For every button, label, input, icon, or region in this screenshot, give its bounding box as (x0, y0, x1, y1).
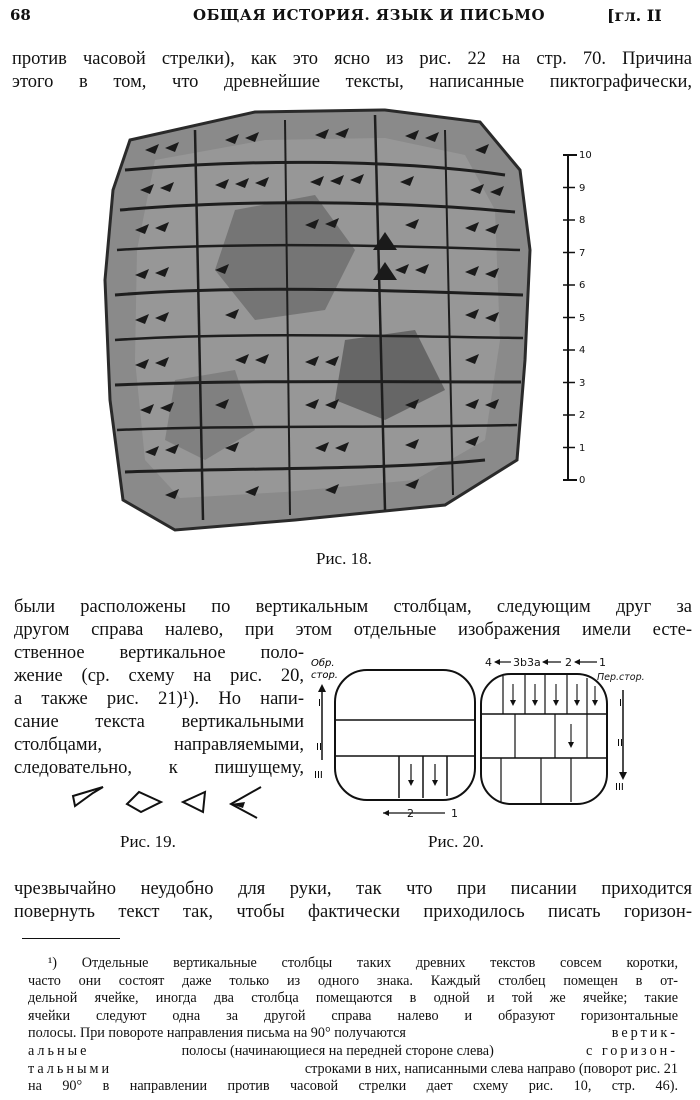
scale-label: 4 (579, 345, 586, 356)
footnote-line: ячейки следуют одна за другой справа налево и образуют горизонтальные (28, 1007, 678, 1024)
fig20-mark-left: III (314, 770, 323, 781)
scale-label: 5 (579, 313, 586, 324)
figure-18-caption: Рис. 18. (316, 549, 372, 568)
chapter-marker: [гл. II (607, 6, 662, 25)
para-after-line-1: чрезвычайно неудобно для руки, так что при писании приходится (14, 879, 692, 899)
scale-label: 8 (579, 215, 586, 226)
footnote-line (28, 1025, 678, 1043)
fig20-bottom-number: 1 (451, 807, 458, 820)
para-narrow-line: следовательно, к пишущему, (14, 758, 304, 778)
footnote-line: ¹) Отдельные вертикальные столбцы таких древних текстов совсем коротки, (48, 955, 678, 971)
fig20-top-number: 1 (599, 656, 606, 669)
figure-20-schema (305, 650, 695, 830)
fig20-top-number: 3b (513, 656, 527, 669)
figure-18-tablet (85, 100, 625, 550)
footnote-text: строками в них, написанными слева направо (поворот рис. 21 (304, 1060, 678, 1077)
figure-20-caption: Рис. 20. (428, 832, 484, 851)
footnote-text: полосы. При повороте направления письма на 90° получаются (28, 1025, 406, 1042)
scale-label: 2 (579, 410, 586, 421)
scale-label: 0 (579, 475, 586, 486)
footnote-spaced: тальными (28, 1060, 113, 1077)
fig20-mark-right: I (619, 698, 622, 709)
para-line-1: были расположены по вертикальным столбцам, следующим друг за (14, 597, 692, 617)
fig20-left-label: Обр. (311, 658, 335, 669)
figure-19-wedges (65, 782, 275, 822)
intro-line-2: этого в том, что древнейшие тексты, написанные пиктографически, (12, 72, 692, 92)
footnote-line: на 90° в направлении против часовой стрелки дает схему рис. 10, стр. 46). (28, 1078, 678, 1095)
footnote-rule (22, 938, 120, 939)
fig20-mark-left: I (318, 698, 321, 709)
footnote-spaced: вертик- (611, 1025, 678, 1042)
footnote-spaced: альные (28, 1043, 90, 1059)
para-narrow-line: ственное вертикальное поло- (14, 643, 304, 663)
footnote-text: полосы (начинающиеся на передней стороне слева) (181, 1043, 494, 1059)
fig20-top-number: 4 (485, 656, 492, 669)
scale-label: 6 (579, 280, 586, 291)
scale-label: 9 (579, 183, 586, 194)
footnote-line (28, 1061, 678, 1079)
fig20-top-number: 3a (527, 656, 541, 669)
running-title: ОБЩАЯ ИСТОРИЯ. ЯЗЫК И ПИСЬМО (193, 6, 546, 24)
scale-label: 3 (579, 378, 586, 389)
para-narrow-line: сание текста вертикальными (14, 712, 304, 732)
scale-label: 1 (579, 443, 586, 454)
para-after-line-2: повернуть текст так, чтобы фактически приходилось писать горизон- (14, 902, 692, 922)
para-line-2: другом справа налево, при этом отдельные изображения имели есте- (14, 620, 692, 640)
para-narrow-line: жение (ср. схему на рис. 20, (14, 666, 304, 686)
fig20-bottom-number: 2 (407, 807, 414, 820)
fig20-mark-right: II (617, 738, 623, 749)
fig20-left-label: стор. (311, 670, 338, 681)
figure-19-caption: Рис. 19. (120, 832, 176, 851)
fig20-top-number: 2 (565, 656, 572, 669)
para-narrow-line: столбцами, направляемыми, (14, 735, 304, 755)
fig20-right-label: Пер.стор. (597, 672, 645, 683)
footnote-spaced: с горизон- (585, 1043, 678, 1059)
fig20-mark-right: III (615, 782, 624, 793)
footnote-line: дельной ячейке, иногда два столбца помещаются в одной и той же ячейке; такие (28, 990, 678, 1007)
fig20-mark-left: II (316, 742, 322, 753)
footnote-line: часто они состоят даже только из одного знака. Каждый столбец помещен в от- (28, 972, 678, 989)
page-number: 68 (10, 6, 31, 24)
para-narrow-line: а также рис. 21)¹). Но напи- (14, 689, 304, 709)
footnote-line (28, 1043, 678, 1061)
scale-label: 10 (579, 150, 592, 161)
scale-label: 7 (579, 248, 586, 259)
intro-line-1: против часовой стрелки), как это ясно из рис. 22 на стр. 70. Причина (12, 49, 692, 69)
